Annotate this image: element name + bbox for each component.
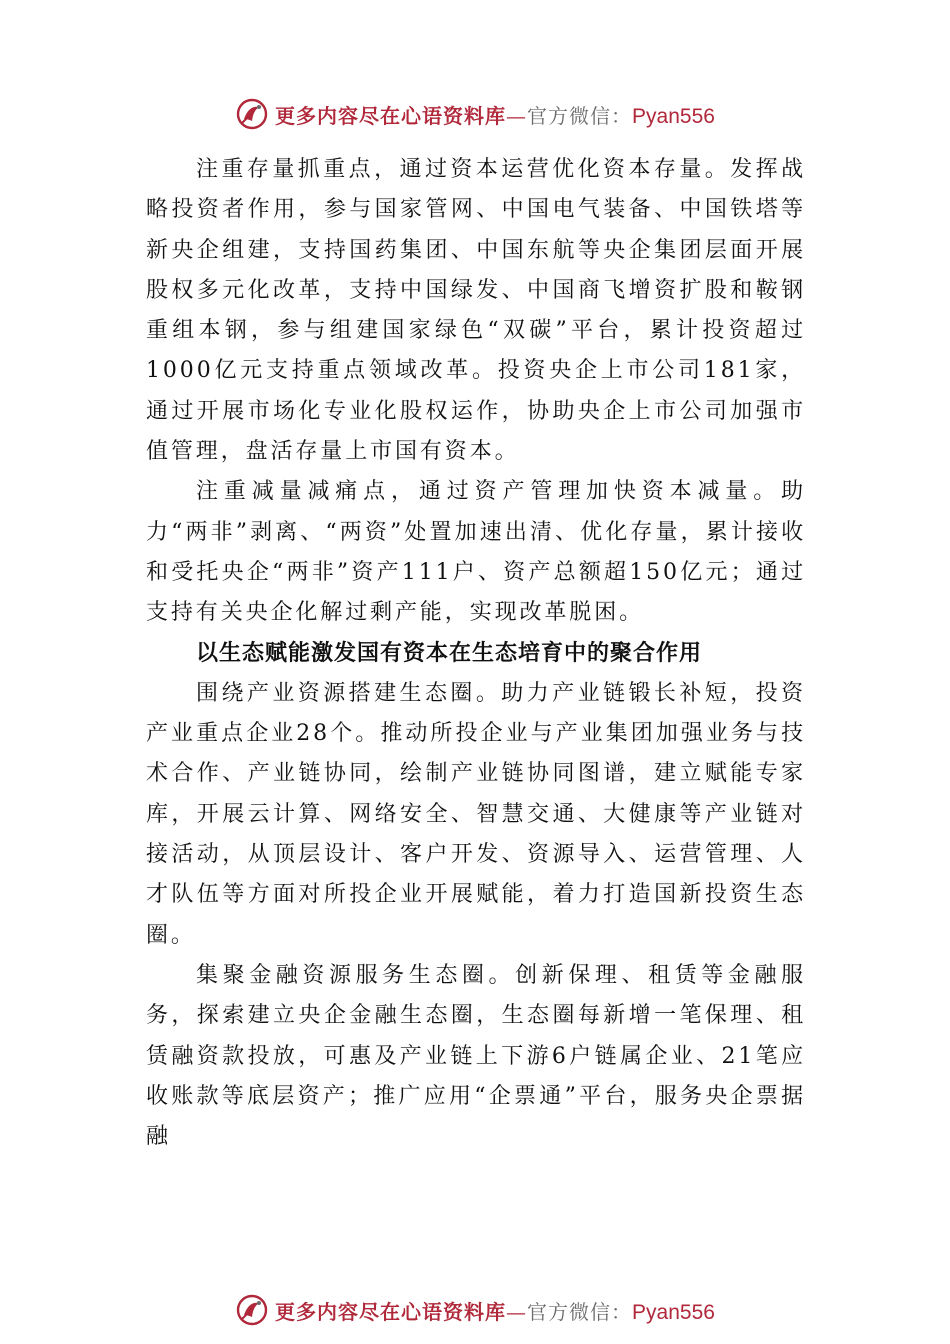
document-body xyxy=(146,150,806,1157)
watermark-brand: 更多内容尽在心语资料库 xyxy=(275,1299,507,1324)
watermark-handle: Pyan556 xyxy=(632,1300,715,1324)
paragraph-finance-ecosystem: 集聚金融资源服务生态圈。创新保理、租赁等金融服务，探索建立央企金融生态圈，生态圈每新增一笔保理、租赁融资款投放，可惠及产业链上下游6户链属企业、21笔应收账款等底层资产；推广应用“企票通”平台，服务央企票据融 xyxy=(146,962,806,1150)
paragraph-stock-optimization: 注重存量抓重点，通过资本运营优化资本存量。发挥战略投资者作用，参与国家管网、中国电气装备、中国铁塔等新央企组建，支持国药集团、中国东航等央企集团层面开展股权多元化改革，支持中国绿发、中国商飞增资扩股和鞍钢重组本钢，参与组建国家绿色“双碳”平台，累计投资超过1000亿元支持重点领域改革。投资央企上市公司181家，通过开展市场化专业化股权运作，协助央企上市公司加强市值管理，盘活存量上市国有资本。 xyxy=(146,157,806,465)
watermark-label: 官方微信： xyxy=(527,1299,633,1324)
paragraph-reduction: 注重减量减痛点，通过资产管理加快资本减量。助力“两非”剥离、“两资”处置加速出清、优化存量，累计接收和受托央企“两非”资产111户、资产总额超150亿元；通过支持有关央企化解过剩产能，实现改革脱困。 xyxy=(146,479,806,626)
watermark-text xyxy=(275,100,715,129)
section-heading: 以生态赋能激发国有资本在生态培育中的聚合作用 xyxy=(196,640,703,666)
seal-logo-icon xyxy=(235,1293,269,1327)
watermark-brand: 更多内容尽在心语资料库 xyxy=(275,103,507,128)
seal-logo-icon xyxy=(235,97,269,131)
watermark-header xyxy=(0,94,950,134)
watermark-handle: Pyan556 xyxy=(632,104,715,128)
watermark-label: 官方微信： xyxy=(527,103,633,128)
paragraph-industry-ecosystem: 围绕产业资源搭建生态圈。助力产业链锻长补短，投资产业重点企业28个。推动所投企业与产业集团加强业务与技术合作、产业链协同，绘制产业链协同图谱，建立赋能专家库，开展云计算、网络安全、智慧交通、大健康等产业链对接活动，从顶层设计、客户开发、资源导入、运营管理、人才队伍等方面对所投企业开展赋能，着力打造国新投资生态圈。 xyxy=(146,680,806,948)
watermark-dash: — xyxy=(506,103,528,128)
watermark-dash: — xyxy=(506,1299,528,1324)
watermark-text xyxy=(275,1296,715,1325)
watermark-footer xyxy=(0,1290,950,1330)
